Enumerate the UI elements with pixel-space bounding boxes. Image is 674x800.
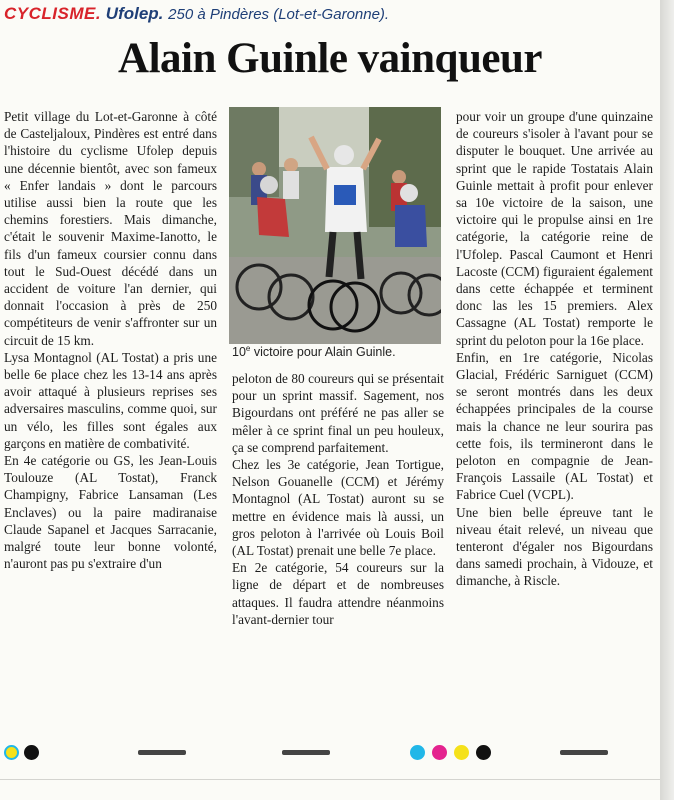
paragraph: Petit village du Lot-et-Garonne à côté de Casteljaloux, Pindères est entré dans l'histoire du cyclisme Ufolep depuis une décennie bientôt, avec son fameux « Enfer landais » dont le parcours utilise aussi bien la route que les chemins forestiers. Mais dimanche, c'était le souvenir Maxime-Ianotto, le fils d'un fameux coursier connu dans tout le Sud-Ouest décédé dans un accident de voiture l'an dernier, qui donnait l'occasion à près de 250 compétiteurs de venir s'affronter sur un circuit de 15 km. — [4, 109, 217, 348]
paragraph: peloton de 80 coureurs qui se présentait pour un sprint massif. Sagement, nos Bigourdans ont préféré ne pas aller se mêler à ce sprint final un peu houleux, ça se comprend parfaitement. — [232, 371, 444, 455]
paragraph: Chez les 3e catégorie, Jean Tortigue, Nelson Gouanelle (CCM) et Jérémy Montagnol (AL Tostat) auront su se mettre en évidence mais là aussi, un gros peloton à l'arrivée où Louis Boil (AL Tostat) prenait une belle 7e place. — [232, 457, 444, 559]
paragraph: Lysa Montagnol (AL Tostat) a pris une belle 6e place chez les 13-14 ans après avoir attaqué à plusieurs reprises ses adversaires masculins, comme quoi, sur un vélo, les filles sont égales aux garçons en matière de combativité. — [4, 349, 217, 451]
article-headline: Alain Guinle vainqueur — [118, 35, 542, 82]
paragraph: Enfin, en 1re catégorie, Nicolas Glacial, Frédéric Sarniguet (CCM) se seront montrés dans les deux échappées principales de la course mais la chance ne leur sourira pas cette fois, ils termineront dans le peloton en compagnie de Jean-François Lassaile (AL Tostat) et Fabrice Cuel (VCPL). — [456, 349, 653, 503]
article-column-3 — [456, 108, 653, 590]
article-column-2 — [232, 370, 444, 628]
crop-bar — [138, 750, 186, 755]
article-column-1 — [4, 108, 217, 572]
paragraph: Une bien belle épreuve tant le niveau était relevé, un niveau que tenteront d'égaler nos Bigourdans dans samedi prochain, à Vidouze, et dimanche, à Riscle. — [456, 504, 653, 589]
magenta-reg-dot — [432, 745, 447, 760]
cyan-reg-dot — [410, 745, 425, 760]
yellow-reg-dot — [454, 745, 469, 760]
black-reg-dot — [24, 745, 39, 760]
caption-superscript: e — [245, 343, 251, 353]
rubric-label: CYCLISME. — [4, 4, 102, 23]
bottom-rule — [0, 779, 660, 780]
page-edge — [660, 0, 674, 800]
paragraph: En 4e catégorie ou GS, les Jean-Louis Toulouze (AL Tostat), Franck Champigny, Fabrice Lansaman (Les Enclaves) ou la paire madiranaise Claude Sapanel et Jacques Sarracanie, malgré toute leur bonne volonté, n'auront pas pu s'extraire d'un — [4, 453, 217, 572]
cyclists-sprint-illustration — [229, 107, 441, 344]
caption-number: 10 — [232, 345, 246, 359]
print-registration-marks — [0, 745, 660, 765]
article-kicker — [4, 4, 389, 24]
location-label: 250 à Pindères (Lot-et-Garonne). — [168, 6, 390, 23]
yellow-reg-dot — [4, 745, 19, 760]
caption-text: victoire pour Alain Guinle. — [250, 345, 396, 359]
subject-label: Ufolep. — [105, 4, 164, 23]
black-reg-dot — [476, 745, 491, 760]
photo-caption — [232, 345, 444, 359]
paragraph: En 2e catégorie, 54 coureurs sur la ligne de départ et de nombreuses attaques. Il faudra attendre néanmoins l'avant-dernier tour — [232, 560, 444, 627]
paragraph: pour voir un groupe d'une quinzaine de coureurs s'isoler à l'avant pour se disputer le bouquet. Une arrivée au sprint que le rapide Tostatais Alain Guinle mettait à profit pour enlever sa 10e victoire de la saison, une victoire qui le propulse ainsi en 1re catégorie, la catégorie reine de l'Ufolep. Pascal Caumont et Henri Lacoste (CCM) figuraient également dans cette échappée et terminent donc las les 15 premiers. Alex Cassagne (AL Tostat) remporte le sprint du peloton pour la 16e place. — [456, 109, 653, 348]
race-photo — [229, 107, 441, 344]
crop-bar — [560, 750, 608, 755]
crop-bar — [282, 750, 330, 755]
